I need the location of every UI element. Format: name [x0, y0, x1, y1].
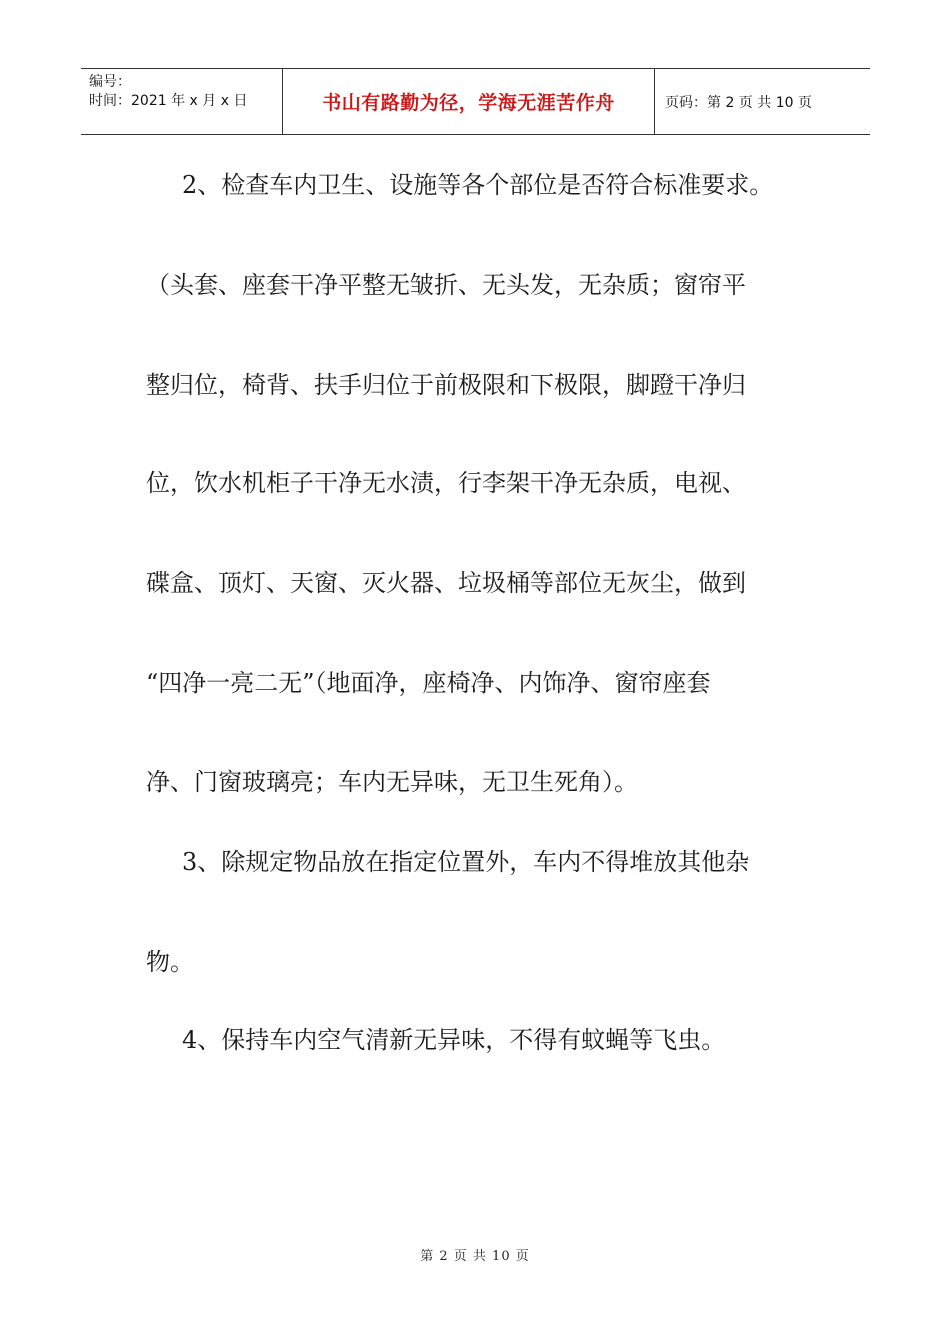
header-motto-cell [283, 69, 655, 134]
paragraph-line: （头套、座套干净平整无皱折、无头发，无杂质；窗帘平 [146, 271, 746, 299]
header-meta-cell [81, 69, 283, 134]
paragraph-line: 整归位，椅背、扶手归位于前极限和下极限，脚蹬干净归 [146, 371, 746, 399]
paragraph-line: 3、除规定物品放在指定位置外，车内不得堆放其他杂 [182, 848, 750, 876]
document-header [81, 68, 870, 135]
header-page-cell [655, 69, 870, 134]
paragraph-line: 位，饮水机柜子干净无水渍，行李架干净无杂质，电视、 [146, 469, 746, 497]
paragraph-line: “四净一亮二无”（地面净，座椅净、内饰净、窗帘座套 [146, 669, 711, 697]
paragraph-line: 2、检查车内卫生、设施等各个部位是否符合标准要求。 [182, 171, 774, 199]
paragraph-line: 4、保持车内空气清新无异味，不得有蚊蝇等飞虫。 [182, 1026, 726, 1054]
document-date-label: 时间：2021 年 x 月 x 日 [89, 93, 248, 109]
page-footer: 第 2 页 共 10 页 [420, 1249, 530, 1264]
paragraph-line: 物。 [146, 948, 194, 976]
document-number-label: 编号： [89, 74, 131, 90]
paragraph-line: 净、门窗玻璃亮；车内无异味，无卫生死角）。 [146, 768, 638, 796]
header-page-info: 页码：第 2 页 共 10 页 [665, 94, 812, 111]
header-motto: 书山有路勤为径，学海无涯苦作舟 [322, 92, 615, 114]
paragraph-line: 碟盒、顶灯、天窗、灭火器、垃圾桶等部位无灰尘，做到 [146, 569, 746, 597]
